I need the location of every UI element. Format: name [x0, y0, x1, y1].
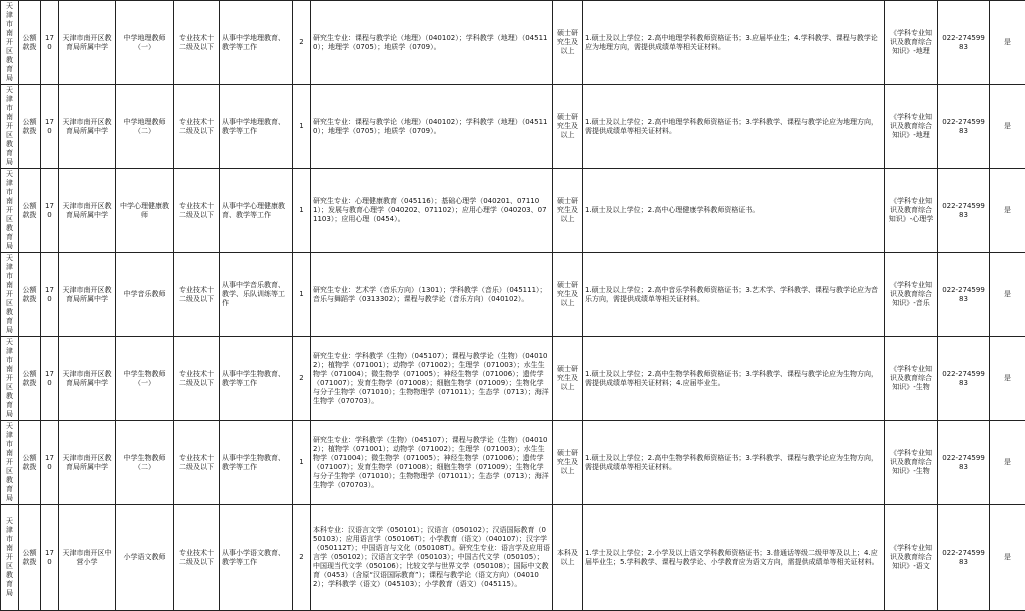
code-cell: 170 — [41, 1, 59, 85]
code-cell: 170 — [41, 337, 59, 421]
phone-cell: 022-27459983 — [938, 169, 990, 253]
org-cell: 天津市南开区教育局 — [1, 253, 19, 337]
exam-cell: 《学科专业知识及教育综合知识》-生物 — [885, 337, 938, 421]
table-row — [1, 337, 1025, 421]
level-cell: 专业技术十二级及以下 — [174, 1, 220, 85]
position-cell: 中学心理健康教师 — [116, 169, 174, 253]
exam-cell: 《学科专业知识及教育综合知识》-地理 — [885, 1, 938, 85]
major-cell: 研究生专业：课程与教学论（地理）（040102）；学科教学（地理）（045110）；地理学（0705）；地质学（0709）。 — [311, 1, 553, 85]
duty-cell: 从事中学生物教育、教学等工作 — [220, 421, 293, 505]
flag-cell: 是 — [990, 169, 1025, 253]
phone-cell: 022-27459983 — [938, 253, 990, 337]
duty-cell: 从事中学地理教育、教学等工作 — [220, 1, 293, 85]
code-cell: 170 — [41, 169, 59, 253]
phone-cell: 022-27459983 — [938, 85, 990, 169]
position-cell: 中学生物教师（一） — [116, 337, 174, 421]
exam-cell: 《学科专业知识及教育综合知识》-心理学 — [885, 169, 938, 253]
funding-type-cell: 公额款拨 — [19, 253, 41, 337]
code-cell: 170 — [41, 505, 59, 611]
code-cell: 170 — [41, 421, 59, 505]
count-cell: 1 — [293, 169, 311, 253]
major-cell: 研究生专业：心理健康教育（045116）；基础心理学（040201、071101）；发展与教育心理学（040202、071102）；应用心理学（040203、071103）；应用心理（0454）。 — [311, 169, 553, 253]
flag-cell: 是 — [990, 421, 1025, 505]
level-cell: 专业技术十二级及以下 — [174, 421, 220, 505]
major-cell: 本科专业：汉语言文学（050101）；汉语言（050102）；汉语国际教育（050103）；应用语言学（050106T）；小学教育（语文）（040107）；汉字学（050112T）；中国语言与文化（050108T）。研究生专业：语言学及应用语言学（050102）；汉语言文字学（050103）；中国古代文学（050105）；中国现当代文学（050106）；比较文学与世界文学（050108）；国际中文教育（0453）（含原“汉语国际教育”）；课程与教学论（语文方向）（040102）；学科教学（语文）（045103）；小学教育（语文）（045115）。 — [311, 505, 553, 611]
flag-cell: 是 — [990, 1, 1025, 85]
requirements-cell: 1.学士及以上学位；2.小学及以上语文学科教师资格证书；3.普通话等级二级甲等及以上；4.应届毕业生；5.学科教学、课程与教学论、小学教育应为语文方向，需提供成绩单等相关证材料。 — [583, 505, 885, 611]
requirements-cell: 1.硕士及以上学位；2.高中生物学科教师资格证书；3.学科教学、课程与教学论应为生物方向，需提供成绩单等相关证材料。 — [583, 421, 885, 505]
org-cell: 天津市南开区教育局 — [1, 421, 19, 505]
requirements-cell: 1.硕士及以上学位；2.高中地理学科教师资格证书；3.学科教学、课程与教学论应为地理方向，需提供成绩单等相关证材料。 — [583, 85, 885, 169]
table-row — [1, 421, 1025, 505]
funding-type-cell: 公额款拨 — [19, 337, 41, 421]
position-cell: 中学音乐教师 — [116, 253, 174, 337]
funding-type-cell: 公额款拨 — [19, 169, 41, 253]
unit-cell: 天津市南开区教育局所属中学 — [59, 85, 116, 169]
org-cell: 天津市南开区教育局 — [1, 1, 19, 85]
code-cell: 170 — [41, 253, 59, 337]
level-cell: 专业技术十二级及以下 — [174, 169, 220, 253]
org-cell: 天津市南开区教育局 — [1, 505, 19, 611]
funding-type-cell: 公额款拨 — [19, 1, 41, 85]
phone-cell: 022-27459983 — [938, 421, 990, 505]
flag-cell: 是 — [990, 505, 1025, 611]
level-cell: 专业技术十二级及以下 — [174, 505, 220, 611]
position-cell: 中学地理教师（二） — [116, 85, 174, 169]
unit-cell: 天津市南开区教育局所属中学 — [59, 337, 116, 421]
education-cell: 硕士研究生及以上 — [553, 421, 583, 505]
duty-cell: 从事中学地理教育、教学等工作 — [220, 85, 293, 169]
count-cell: 2 — [293, 505, 311, 611]
funding-type-cell: 公额款拨 — [19, 421, 41, 505]
education-cell: 硕士研究生及以上 — [553, 253, 583, 337]
duty-cell: 从事中学音乐教育、教学、乐队训练等工作 — [220, 253, 293, 337]
phone-cell: 022-27459983 — [938, 1, 990, 85]
org-cell: 天津市南开区教育局 — [1, 85, 19, 169]
level-cell: 专业技术十二级及以下 — [174, 253, 220, 337]
major-cell: 研究生专业：课程与教学论（地理）（040102）；学科教学（地理）（045110）；地理学（0705）；地质学（0709）。 — [311, 85, 553, 169]
level-cell: 专业技术十二级及以下 — [174, 85, 220, 169]
table-row — [1, 253, 1025, 337]
duty-cell: 从事中学生物教育、教学等工作 — [220, 337, 293, 421]
unit-cell: 天津市南开区教育局所属中学 — [59, 1, 116, 85]
flag-cell: 是 — [990, 253, 1025, 337]
funding-type-cell: 公额款拨 — [19, 505, 41, 611]
requirements-cell: 1.硕士及以上学位；2.高中地理学科教师资格证书；3.应届毕业生；4.学科教学、课程与教学论应为地理方向，需提供成绩单等相关证材料。 — [583, 1, 885, 85]
unit-cell: 天津市南开区教育局所属中学 — [59, 169, 116, 253]
level-cell: 专业技术十二级及以下 — [174, 337, 220, 421]
position-cell: 中学地理教师（一） — [116, 1, 174, 85]
position-cell: 中学生物教师（二） — [116, 421, 174, 505]
exam-cell: 《学科专业知识及教育综合知识》-地理 — [885, 85, 938, 169]
requirements-cell: 1.硕士及以上学位；2.高中音乐学科教师资格证书；3.艺术学、学科教学、课程与教学论应为音乐方向，需提供成绩单等相关证材料。 — [583, 253, 885, 337]
position-cell: 小学语文教师 — [116, 505, 174, 611]
exam-cell: 《学科专业知识及教育综合知识》-生物 — [885, 421, 938, 505]
table-row — [1, 85, 1025, 169]
education-cell: 硕士研究生及以上 — [553, 169, 583, 253]
count-cell: 1 — [293, 421, 311, 505]
requirements-cell: 1.硕士及以上学位；2.高中生物学科教师资格证书；3.学科教学、课程与教学论应为生物方向，需提供成绩单等相关证材料；4.应届毕业生。 — [583, 337, 885, 421]
unit-cell: 天津市南开区中营小学 — [59, 505, 116, 611]
count-cell: 1 — [293, 85, 311, 169]
major-cell: 研究生专业：学科教学（生物）（045107）；课程与教学论（生物）（040102）；植物学（071001）；动物学（071002）；生理学（071003）；水生生物学（071004）；微生物学（071005）；神经生物学（071006）；遗传学（071007）；发育生物学（071008）；细胞生物学（071009）；生物化学与分子生物学（071010）；生物物理学（071011）；生态学（0713）；海洋生物学（070703）。 — [311, 421, 553, 505]
table-row — [1, 505, 1025, 611]
count-cell: 2 — [293, 1, 311, 85]
unit-cell: 天津市南开区教育局所属中学 — [59, 253, 116, 337]
education-cell: 硕士研究生及以上 — [553, 337, 583, 421]
duty-cell: 从事中学心理健康教育、教学等工作 — [220, 169, 293, 253]
phone-cell: 022-27459983 — [938, 337, 990, 421]
org-cell: 天津市南开区教育局 — [1, 337, 19, 421]
exam-cell: 《学科专业知识及教育综合知识》-音乐 — [885, 253, 938, 337]
code-cell: 170 — [41, 85, 59, 169]
flag-cell: 是 — [990, 85, 1025, 169]
unit-cell: 天津市南开区教育局所属中学 — [59, 421, 116, 505]
table-row — [1, 1, 1025, 85]
table-row — [1, 169, 1025, 253]
education-cell: 硕士研究生及以上 — [553, 85, 583, 169]
education-cell: 本科及以上 — [553, 505, 583, 611]
education-cell: 硕士研究生及以上 — [553, 1, 583, 85]
count-cell: 2 — [293, 337, 311, 421]
org-cell: 天津市南开区教育局 — [1, 169, 19, 253]
requirements-cell: 1.硕士及以上学位；2.高中心理健康学科教师资格证书。 — [583, 169, 885, 253]
funding-type-cell: 公额款拨 — [19, 85, 41, 169]
major-cell: 研究生专业：学科教学（生物）（045107）；课程与教学论（生物）（040102）；植物学（071001）；动物学（071002）；生理学（071003）；水生生物学（071004）；微生物学（071005）；神经生物学（071006）；遗传学（071007）；发育生物学（071008）；细胞生物学（071009）；生物化学与分子生物学（071010）；生物物理学（071011）；生态学（0713）；海洋生物学（070703）。 — [311, 337, 553, 421]
flag-cell: 是 — [990, 337, 1025, 421]
duty-cell: 从事小学语文教育、教学等工作 — [220, 505, 293, 611]
phone-cell: 022-27459983 — [938, 505, 990, 611]
count-cell: 1 — [293, 253, 311, 337]
major-cell: 研究生专业：艺术学（音乐方向）（1301）；学科教学（音乐）（045111）；音乐与舞蹈学（0313302）；课程与教学论（音乐方向）（040102）。 — [311, 253, 553, 337]
exam-cell: 《学科专业知识及教育综合知识》-语文 — [885, 505, 938, 611]
